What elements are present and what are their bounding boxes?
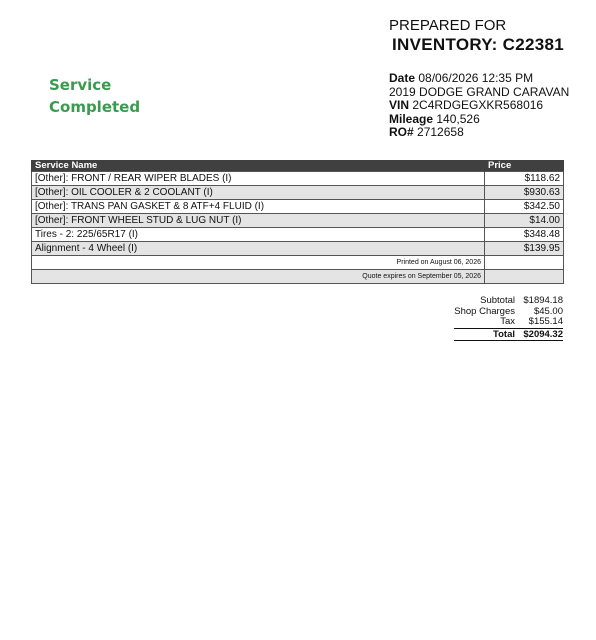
mileage-label: Mileage: [389, 111, 434, 126]
table-row: [32, 214, 564, 228]
status-line-1: Service: [49, 76, 112, 94]
table-row: [32, 172, 564, 186]
vehicle-info: [389, 72, 569, 140]
prepared-for-label: PREPARED FOR: [389, 17, 507, 34]
table-row: [32, 228, 564, 242]
mileage-value: 140,526: [436, 111, 480, 126]
tax-label: Tax: [500, 316, 515, 327]
service-name-cell: [Other]: OIL COOLER & 2 COOLANT (I): [32, 186, 485, 200]
service-status: [49, 74, 140, 118]
ro-label: RO#: [389, 125, 414, 139]
shop-charges-label: Shop Charges: [454, 305, 515, 317]
price-cell: $139.95: [485, 242, 564, 256]
empty-cell: [485, 256, 564, 270]
expires-note: Quote expires on September 05, 2026: [32, 270, 485, 284]
totals-block: [428, 296, 563, 341]
service-name-cell: [Other]: TRANS PAN GASKET & 8 ATF+4 FLUID (I): [32, 200, 485, 214]
subtotal-value: $1894.18: [523, 295, 563, 306]
subtotal-row: [428, 296, 563, 307]
service-name-cell: [Other]: FRONT / REAR WIPER BLADES (I): [32, 172, 485, 186]
status-line-2: Completed: [49, 98, 141, 116]
price-cell: $348.48: [485, 228, 564, 242]
table-header-row: [32, 160, 564, 172]
vin-value: 2C4RDGEGXKR568016: [412, 98, 544, 112]
empty-cell: [485, 270, 564, 284]
vin-label: VIN: [389, 98, 410, 112]
table-row: [32, 200, 564, 214]
date-line: [389, 72, 569, 86]
date-label: Date: [389, 71, 416, 85]
ro-line: [389, 126, 569, 140]
total-row: [454, 328, 563, 341]
ro-value: 2712658: [417, 125, 464, 139]
printed-note-row: [32, 256, 564, 270]
tax-row: [428, 317, 563, 328]
service-name-header: Service Name: [32, 160, 485, 172]
price-header: Price: [485, 160, 564, 172]
total-label: Total: [493, 328, 515, 340]
date-value: 08/06/2026 12:35 PM: [418, 71, 534, 85]
subtotal-label: Subtotal: [480, 295, 515, 306]
tax-value: $155.14: [528, 316, 563, 327]
vin-line: [389, 99, 569, 113]
table-row: [32, 242, 564, 256]
price-cell: $14.00: [485, 214, 564, 228]
printed-note: Printed on August 06, 2026: [32, 256, 485, 270]
expires-note-row: [32, 270, 564, 284]
service-name-cell: Tires - 2: 225/65R17 (I): [32, 228, 485, 242]
service-name-cell: Alignment - 4 Wheel (I): [32, 242, 485, 256]
price-cell: $930.63: [485, 186, 564, 200]
service-name-cell: [Other]: FRONT WHEEL STUD & LUG NUT (I): [32, 214, 485, 228]
price-cell: $342.50: [485, 200, 564, 214]
prepared-for-value: INVENTORY: C22381: [392, 35, 565, 54]
vehicle-model: 2019 DODGE GRAND CARAVAN: [389, 84, 570, 99]
price-cell: $118.62: [485, 172, 564, 186]
table-row: [32, 186, 564, 200]
mileage-line: [389, 113, 569, 127]
service-table: [31, 160, 564, 284]
shop-charges-value: $45.00: [533, 305, 563, 317]
total-value: $2094.32: [523, 328, 563, 340]
